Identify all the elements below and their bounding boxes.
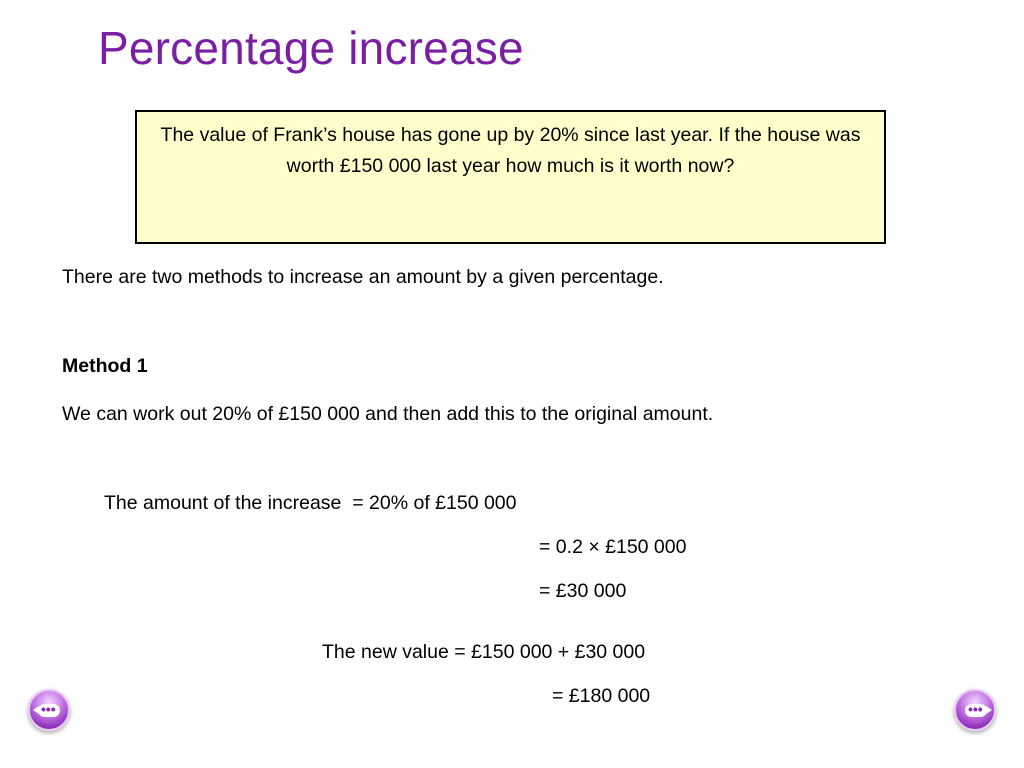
new-value-result: = £180 000 (552, 685, 651, 707)
intro-text: There are two methods to increase an amount by a given percentage. (62, 266, 664, 288)
page-title: Percentage increase (98, 22, 524, 74)
next-slide-button[interactable] (954, 689, 996, 731)
method-description: We can work out 20% of £150 000 and then add this to the original amount. (62, 403, 714, 425)
previous-slide-button[interactable] (28, 689, 70, 731)
calculation-step-2: = 0.2 × £150 000 (539, 536, 687, 558)
new-value-calculation: The new value = £150 000 + £30 000 (322, 641, 646, 663)
calculation-step-3: = £30 000 (539, 580, 627, 602)
dots-icon: ••• (41, 701, 56, 717)
method-heading: Method 1 (62, 355, 148, 377)
question-text: The value of Frank’s house has gone up by 20% since last year. If the house was worth £150 000 last year how much is it worth now? (160, 124, 861, 177)
question-box (135, 110, 886, 244)
dots-icon: ••• (968, 701, 983, 717)
increase-calculation: The amount of the increase = 20% of £150 000 (104, 492, 517, 514)
